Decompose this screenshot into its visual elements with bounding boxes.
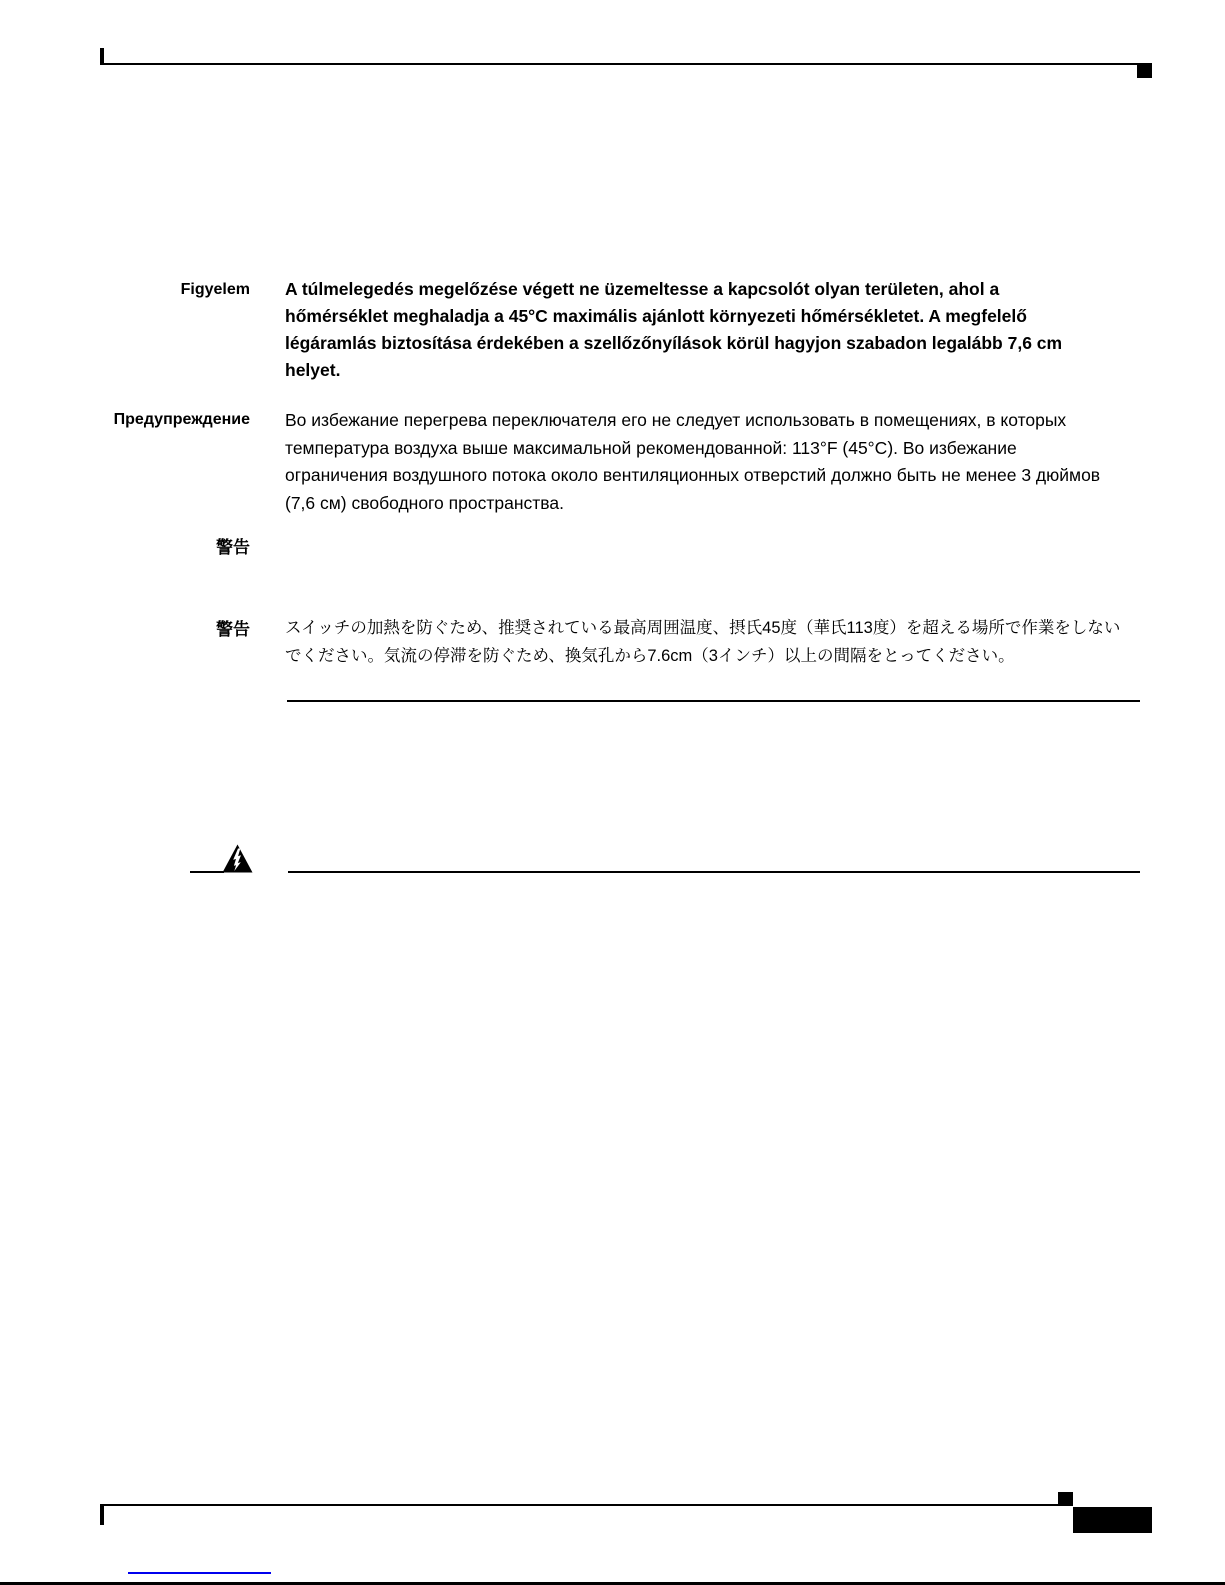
warning-symbol-right-rule bbox=[288, 871, 1140, 873]
top-header-rule bbox=[100, 63, 1137, 65]
bottom-right-page-tab bbox=[1073, 1507, 1152, 1533]
warning-body-japanese: スイッチの加熱を防ぐため、推奨されている最高周囲温度、摂氏45度（華氏113度）を超える場所で作業をしないでください。気流の停滞を防ぐため、換気孔から7.6cm（3インチ）以上の間隔をとってください。 bbox=[285, 619, 1121, 665]
bottom-footer-rule bbox=[100, 1504, 1073, 1506]
warning-section-russian bbox=[100, 407, 1145, 517]
warning-triangle-lightning-icon bbox=[222, 844, 253, 873]
warning-body-hungarian: A túlmelegedés megelőzése végett ne üzemeltesse a kapcsolót olyan területen, ahol a hőmérséklet meghaladja a 45°C maximális ajánlott környezeti hőmérsékletet. A megfelelő légáramlás biztosítása érdekében a szellőzőnyílások körül hagyjon szabadon legalább 7,6 cm helyet. bbox=[285, 279, 1063, 380]
warning-label-keikoku-ja: 警告 bbox=[216, 620, 250, 639]
warning-section-japanese bbox=[100, 614, 1145, 670]
warning-label-jinggao-zh: 警告 bbox=[216, 538, 250, 557]
warning-label-figyelem: Figyelem bbox=[180, 281, 250, 298]
bottom-left-crop-mark bbox=[100, 1504, 104, 1525]
footer-link-underline[interactable] bbox=[128, 1572, 271, 1574]
warning-section-hungarian bbox=[100, 276, 1145, 384]
warning-symbol-left-rule bbox=[190, 871, 224, 873]
warning-body-russian: Во избежание перегрева переключателя его не следует использовать в помещениях, в которых температура воздуха выше максимальной рекомендованной: 113°F (45°C). Во избежание ограничения воздушного потока около вентиляционных отверстий должно быть не менее 3 дюймов (7,6 см) свободного пространства. bbox=[285, 410, 1101, 513]
section-divider-rule bbox=[287, 700, 1140, 702]
top-right-registration-square bbox=[1137, 63, 1152, 78]
warning-label-preduprezhdenie: Предупреждение bbox=[113, 411, 250, 428]
